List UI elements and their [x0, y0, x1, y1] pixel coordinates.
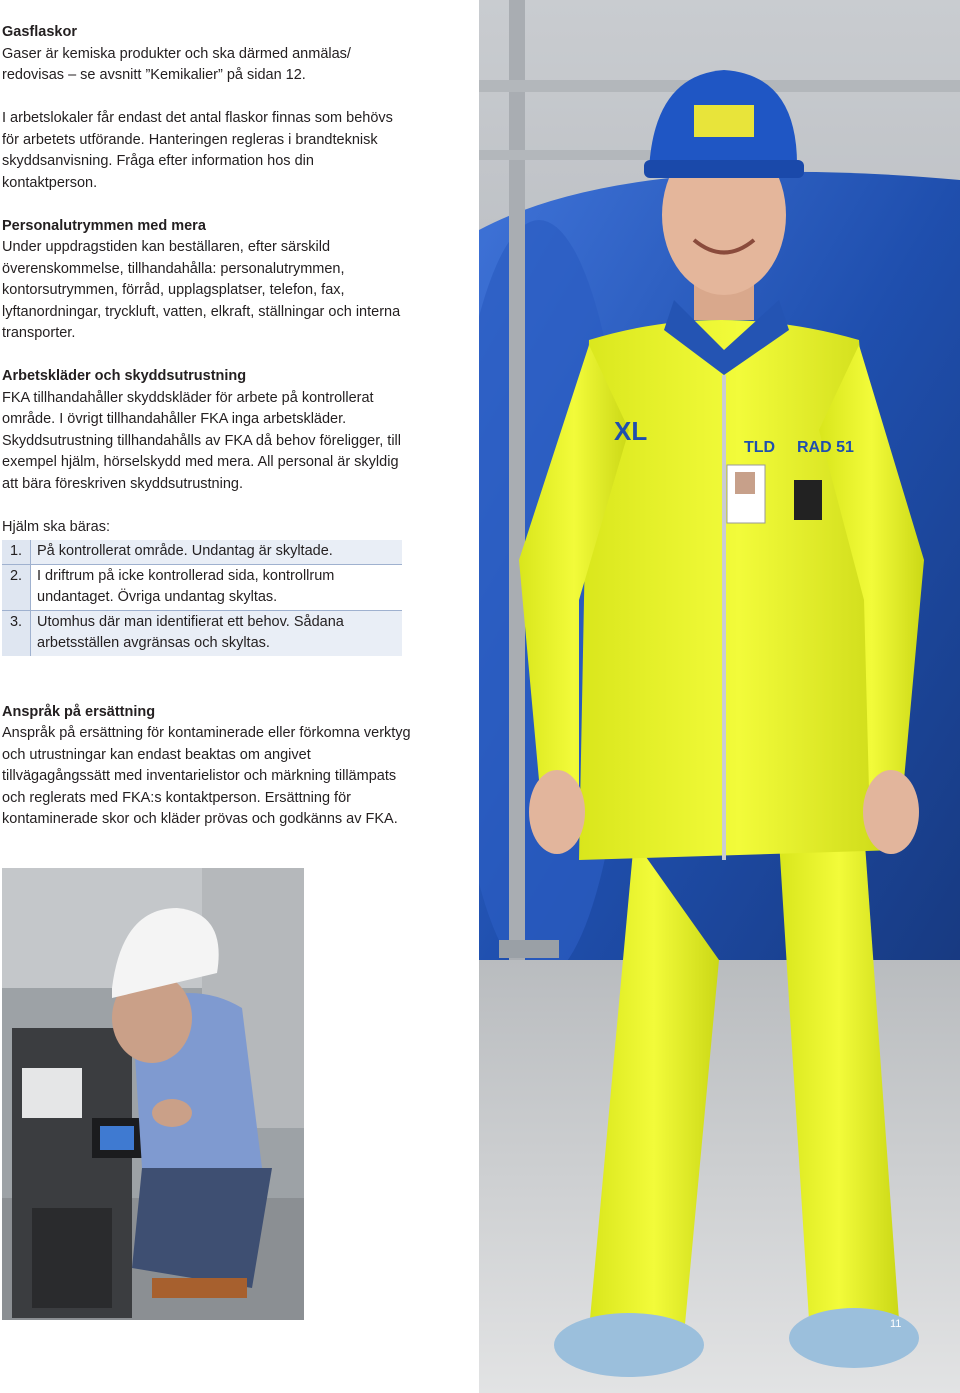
- worker-photo: [479, 0, 960, 1393]
- table-row: [2, 610, 402, 656]
- clothing-title: Arbetskläder och skyddsutrustning: [2, 368, 247, 384]
- clothing-paragraph: FKA tillhandahåller skyddskläder för arbete på kontrollerat område. I övrigt tillhandahåller FKA inga arbetskläder. Skyddsutrustning tillhandahålls av FKA då behov föreligger, till exempel hjälm, hörselskydd med mera. All personal är skyldig att bära föreskriven skyddsutrustning.: [2, 389, 401, 492]
- row-text: På kontrollerat område. Undantag är skyltade.: [31, 540, 403, 564]
- suit-tld-label: TLD: [744, 439, 776, 456]
- text-column: [2, 22, 412, 831]
- helmet-requirements-table: [2, 540, 402, 656]
- table-row: [2, 564, 402, 610]
- table-row: [2, 540, 402, 564]
- gas-paragraph-1: Gaser är kemiska produkter och ska därmed anmälas/ redovisas – se avsnitt ”Kemikalier” på sidan 12.: [2, 45, 351, 83]
- compensation-title: Anspråk på ersättning: [2, 703, 156, 720]
- gas-paragraph-2: I arbetslokaler får endast det antal flaskor finnas som behövs för arbetets utförande. Hanteringen regleras i brandteknisk skyddsanvisning. Fråga efter information hos din kontaktperson.: [2, 110, 393, 191]
- suit-rad-label: RAD 51: [797, 439, 854, 456]
- technician-photo: [2, 868, 304, 1320]
- row-number: 1.: [2, 540, 31, 564]
- row-number: 2.: [2, 564, 31, 610]
- page-number: 11: [890, 1318, 902, 1330]
- gas-title: Gasflaskor: [2, 24, 77, 40]
- row-text: I driftrum på icke kontrollerad sida, kontrollrum undantaget. Övriga undantag skyltas.: [37, 567, 335, 605]
- helmet-title: Hjälm ska bäras:: [2, 518, 110, 535]
- row-number: 3.: [2, 610, 31, 656]
- premises-title: Personalutrymmen med mera: [2, 217, 206, 234]
- compensation-paragraph: Anspråk på ersättning för kontaminerade eller förkomna verktyg och utrustningar kan endast beaktas om angivet tillvägagångssätt med inventarielistor och märkning tillämpats och reglerats med FKA:s kontaktperson. Ersättning för kontaminerade skor och kläder prövas och godkänns av FKA.: [2, 725, 411, 827]
- row-text: Utomhus där man identifierat ett behov. Sådana arbetsställen avgränsas och skyltas.: [31, 610, 403, 656]
- suit-size-label: XL: [614, 416, 648, 446]
- premises-paragraph: Under uppdragstiden kan beställaren, efter särskild överenskommelse, tillhandahålla: personalutrymmen, kontorsutrymmen, förråd, upplagsplatser, telefon, fax, lyftanordningar, tryckluft, vatten, elkraft, ställningar och interna transporter.: [2, 239, 401, 341]
